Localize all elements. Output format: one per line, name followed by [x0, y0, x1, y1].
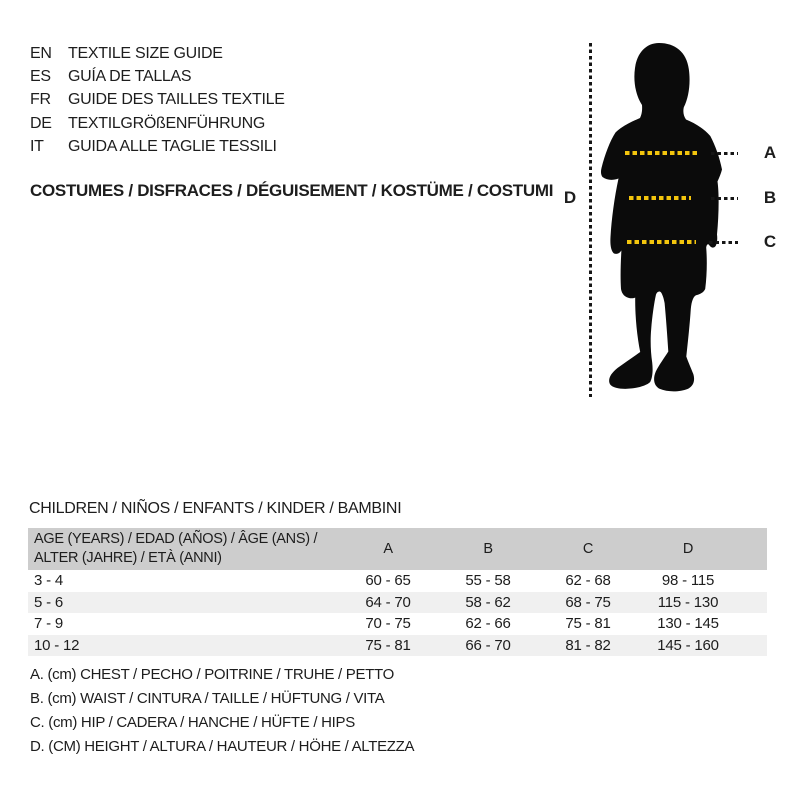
- height-cell: 130 - 145: [657, 615, 719, 633]
- measure-label-c: C: [763, 232, 777, 251]
- child-silhouette: [597, 41, 732, 393]
- header-spacer: [738, 528, 767, 570]
- row-spacer: [738, 635, 767, 657]
- column-header-c: C: [538, 528, 638, 570]
- measure-label-a: A: [763, 143, 777, 162]
- legend-item-waist: B. (cm) WAIST / CINTURA / TAILLE / HÜFTUNG / VITA: [30, 690, 385, 707]
- language-code: EN: [30, 44, 52, 62]
- legend-item-height: D. (CM) HEIGHT / ALTURA / HAUTEUR / HÖHE / ALTEZZA: [30, 738, 415, 755]
- guide-title-es: GUÍA DE TALLAS: [68, 68, 192, 86]
- category-title: COSTUMES / DISFRACES / DÉGUISEMENT / KOSTÜME / COSTUMI: [30, 181, 554, 200]
- language-row-en: [30, 42, 285, 65]
- language-code: DE: [30, 114, 52, 132]
- waist-cell: 66 - 70: [465, 636, 511, 654]
- age-column-header: [28, 528, 338, 570]
- measure-label-b: B: [763, 188, 777, 207]
- language-title-list: [30, 42, 285, 159]
- size-table: [28, 528, 767, 656]
- size-row-3-4: [28, 570, 767, 592]
- language-row-it: [30, 136, 285, 159]
- legend-item-hip: C. (cm) HIP / CADERA / HANCHE / HÜFTE / HIPS: [30, 714, 355, 731]
- language-code: FR: [30, 91, 51, 109]
- chest-pointer-dots: [711, 152, 738, 155]
- size-row-5-6: [28, 592, 767, 614]
- waist-cell: 62 - 66: [465, 615, 511, 633]
- age-header-line1: AGE (YEARS) / EDAD (AÑOS) / ÂGE (ANS) /: [34, 531, 318, 547]
- chest-measure-dash: [625, 151, 697, 155]
- size-table-header-row: [28, 528, 767, 570]
- hip-measure-dash: [627, 240, 696, 244]
- children-section-title: CHILDREN / NIÑOS / ENFANTS / KINDER / BAMBINI: [29, 500, 402, 517]
- column-header-a: A: [338, 528, 438, 570]
- row-spacer: [738, 592, 767, 614]
- size-row-10-12: [28, 635, 767, 657]
- height-measure-dotted-line: [589, 43, 592, 397]
- guide-title-fr: GUIDE DES TAILLES TEXTILE: [68, 91, 285, 109]
- waist-pointer-dots: [711, 197, 738, 200]
- waist-measure-dash: [629, 196, 691, 200]
- size-row-7-9: [28, 613, 767, 635]
- guide-title-de: TEXTILGRÖßENFÜHRUNG: [68, 114, 265, 132]
- hip-cell: 75 - 81: [565, 615, 611, 633]
- language-code: IT: [30, 138, 44, 156]
- chest-cell: 75 - 81: [365, 636, 411, 654]
- guide-title-en: TEXTILE SIZE GUIDE: [68, 44, 223, 62]
- hip-cell: 62 - 68: [565, 572, 611, 590]
- chest-cell: 70 - 75: [365, 615, 411, 633]
- age-cell: 7 - 9: [34, 615, 64, 633]
- chest-cell: 60 - 65: [365, 572, 411, 590]
- language-code: ES: [30, 68, 51, 86]
- language-row-fr: [30, 89, 285, 112]
- hip-cell: 68 - 75: [565, 593, 611, 611]
- language-row-de: [30, 112, 285, 135]
- height-cell: 98 - 115: [661, 572, 715, 590]
- guide-title-it: GUIDA ALLE TAGLIE TESSILI: [68, 138, 277, 156]
- measurement-legend: [30, 663, 414, 759]
- waist-cell: 58 - 62: [465, 593, 511, 611]
- chest-cell: 64 - 70: [365, 593, 411, 611]
- column-header-b: B: [438, 528, 538, 570]
- age-cell: 10 - 12: [34, 636, 80, 654]
- legend-item-chest: A. (cm) CHEST / PECHO / POITRINE / TRUHE / PETTO: [30, 666, 394, 683]
- age-cell: 3 - 4: [34, 572, 64, 590]
- hip-cell: 81 - 82: [565, 636, 611, 654]
- height-cell: 115 - 130: [657, 593, 719, 611]
- age-cell: 5 - 6: [34, 593, 64, 611]
- measure-label-d: D: [563, 188, 577, 207]
- hip-pointer-dots: [709, 241, 738, 244]
- row-spacer: [738, 570, 767, 592]
- age-header-line2: ALTER (JAHRE) / ETÀ (ANNI): [34, 550, 222, 566]
- column-header-d: D: [638, 528, 738, 570]
- row-spacer: [738, 613, 767, 635]
- waist-cell: 55 - 58: [465, 572, 511, 590]
- language-row-es: [30, 65, 285, 88]
- height-cell: 145 - 160: [657, 636, 719, 654]
